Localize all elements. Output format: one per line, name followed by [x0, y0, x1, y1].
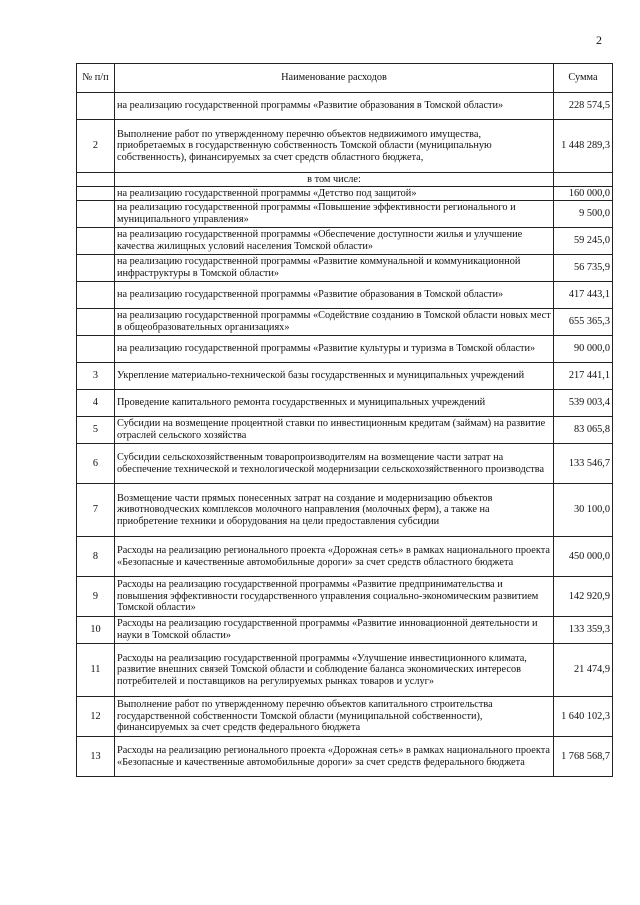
row-number: 9	[77, 577, 115, 617]
row-number: 13	[77, 737, 115, 777]
row-name: Расходы на реализацию регионального проекта «Дорожная сеть» в рамках национального проекта «Безопасные и качественные автомобильные дороги» за счет средств областного бюджета	[115, 537, 554, 577]
header-number: № п/п	[77, 64, 115, 93]
row-sum: 228 574,5	[554, 93, 613, 120]
row-sum: 217 441,1	[554, 363, 613, 390]
table-row	[77, 390, 613, 417]
table-row	[77, 336, 613, 363]
row-sum: 9 500,0	[554, 201, 613, 228]
row-name: Субсидии на возмещение процентной ставки по инвестиционным кредитам (займам) на развитие отраслей сельского хозяйства	[115, 417, 554, 444]
row-name: Расходы на реализацию государственной программы «Развитие инновационной деятельности и науки в Томской области»	[115, 617, 554, 644]
row-number: 7	[77, 484, 115, 537]
row-sum: 160 000,0	[554, 187, 613, 201]
row-name: на реализацию государственной программы «Развитие образования в Томской области»	[115, 93, 554, 120]
header-sum: Сумма	[554, 64, 613, 93]
row-sum: 539 003,4	[554, 390, 613, 417]
row-name: на реализацию государственной программы «Развитие образования в Томской области»	[115, 282, 554, 309]
row-number: 8	[77, 537, 115, 577]
row-sum	[554, 173, 613, 187]
table-row	[77, 537, 613, 577]
row-sum: 83 065,8	[554, 417, 613, 444]
row-sum: 1 640 102,3	[554, 697, 613, 737]
table-row	[77, 255, 613, 282]
row-name: на реализацию государственной программы «Обеспечение доступности жилья и улучшение качества жилищных условий населения Томской области»	[115, 228, 554, 255]
table-row	[77, 577, 613, 617]
row-number: 6	[77, 444, 115, 484]
row-number: 11	[77, 644, 115, 697]
row-sum: 655 365,3	[554, 309, 613, 336]
row-number	[77, 309, 115, 336]
row-name: Возмещение части прямых понесенных затрат на создание и модернизацию объектов животноводческих комплексов молочного направления (молочных ферм), а также на приобретение техники и оборудования на цели предоставления субсидии	[115, 484, 554, 537]
row-number: 4	[77, 390, 115, 417]
table-row	[77, 93, 613, 120]
row-name: Укрепление материально-технической базы государственных и муниципальных учреждений	[115, 363, 554, 390]
row-number	[77, 187, 115, 201]
row-name: Расходы на реализацию регионального проекта «Дорожная сеть» в рамках национального проекта «Безопасные и качественные автомобильные дороги» за счет средств федерального бюджета	[115, 737, 554, 777]
row-number	[77, 228, 115, 255]
table-row	[77, 737, 613, 777]
table-row	[77, 363, 613, 390]
row-sum: 30 100,0	[554, 484, 613, 537]
table-row	[77, 187, 613, 201]
row-sum: 90 000,0	[554, 336, 613, 363]
table-header-row	[77, 64, 613, 93]
row-name: на реализацию государственной программы «Повышение эффективности регионального и муниципального управления»	[115, 201, 554, 228]
header-name: Наименование расходов	[115, 64, 554, 93]
table-row	[77, 444, 613, 484]
row-sum: 142 920,9	[554, 577, 613, 617]
row-name: на реализацию государственной программы «Развитие коммунальной и коммуникационной инфраструктуры в Томской области»	[115, 255, 554, 282]
row-name: на реализацию государственной программы «Детство под защитой»	[115, 187, 554, 201]
table-row	[77, 417, 613, 444]
table-row	[77, 228, 613, 255]
table-row	[77, 617, 613, 644]
row-name: Выполнение работ по утвержденному перечню объектов недвижимого имущества, приобретаемых в государственную собственность Томской области (муниципальную собственность), финансируемых за счет средств областного бюджета,	[115, 120, 554, 173]
row-sum: 1 768 568,7	[554, 737, 613, 777]
table-row	[77, 484, 613, 537]
row-sum: 417 443,1	[554, 282, 613, 309]
row-number: 2	[77, 120, 115, 173]
row-number	[77, 336, 115, 363]
row-name: Проведение капитального ремонта государственных и муниципальных учреждений	[115, 390, 554, 417]
row-name: на реализацию государственной программы «Развитие культуры и туризма в Томской области»	[115, 336, 554, 363]
page-number: 2	[596, 33, 602, 47]
table-row	[77, 173, 613, 187]
row-sum: 133 359,3	[554, 617, 613, 644]
table-row	[77, 309, 613, 336]
row-sum: 21 474,9	[554, 644, 613, 697]
row-sum: 59 245,0	[554, 228, 613, 255]
table-row	[77, 201, 613, 228]
row-number	[77, 201, 115, 228]
row-number: 10	[77, 617, 115, 644]
row-number: 12	[77, 697, 115, 737]
row-name: на реализацию государственной программы «Содействие созданию в Томской области новых мест в общеобразовательных организациях»	[115, 309, 554, 336]
row-number: 3	[77, 363, 115, 390]
table-row	[77, 282, 613, 309]
table-row	[77, 644, 613, 697]
row-number	[77, 282, 115, 309]
row-number	[77, 173, 115, 187]
row-number: 5	[77, 417, 115, 444]
row-name: Субсидии сельскохозяйственным товаропроизводителям на возмещение части затрат на обеспечение технической и технологической модернизации сельскохозяйственного производства	[115, 444, 554, 484]
row-name: Расходы на реализацию государственной программы «Улучшение инвестиционного климата, развитие внешних связей Томской области и соблюдение баланса экономических интересов потребителей и поставщиков на регулируемых рынках товаров и услуг»	[115, 644, 554, 697]
row-number	[77, 255, 115, 282]
table-row	[77, 697, 613, 737]
row-name: Расходы на реализацию государственной программы «Развитие предпринимательства и повышения эффективности государственного управления социально-экономическим развитием Томской области»	[115, 577, 554, 617]
row-number	[77, 93, 115, 120]
row-sum: 450 000,0	[554, 537, 613, 577]
row-sum: 133 546,7	[554, 444, 613, 484]
row-sum: 56 735,9	[554, 255, 613, 282]
expenses-table	[76, 63, 613, 777]
row-name: в том числе:	[115, 173, 554, 187]
table-row	[77, 120, 613, 173]
row-sum: 1 448 289,3	[554, 120, 613, 173]
row-name: Выполнение работ по утвержденному перечню объектов капитального строительства государственной собственности Томской области (муниципальной собственности), финансируемых за счет средств федерального бюджета	[115, 697, 554, 737]
